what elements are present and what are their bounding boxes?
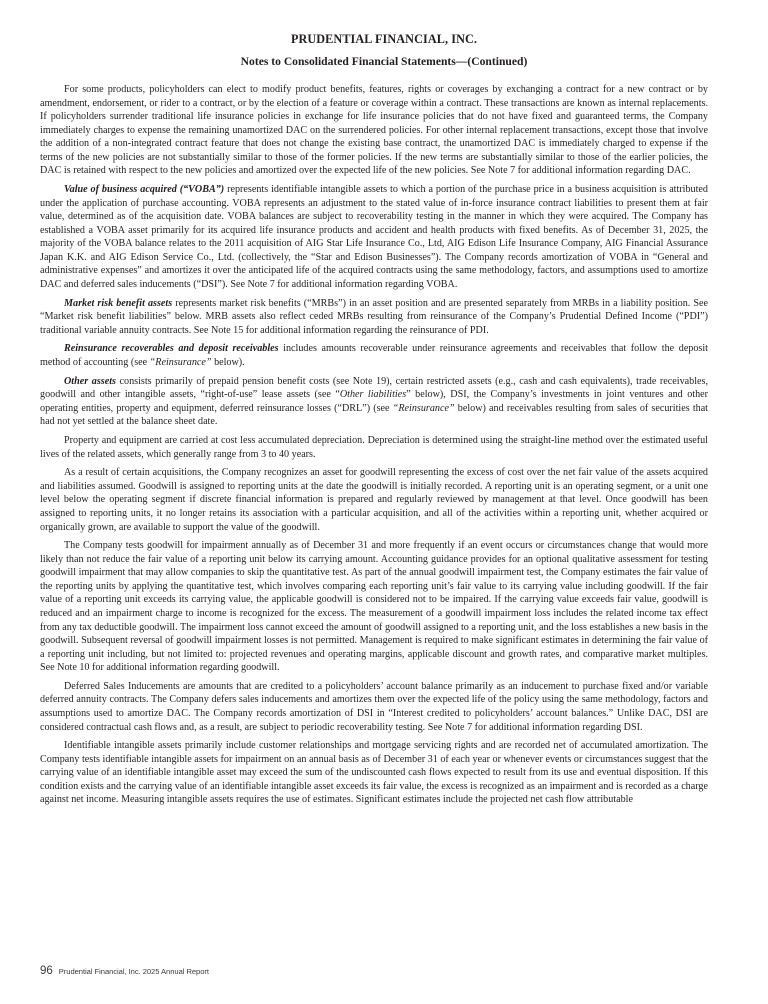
- mrb-assets-heading: Market risk benefit assets: [64, 297, 173, 309]
- paragraph-intangible-assets: [40, 739, 708, 807]
- notes-body: [40, 83, 708, 812]
- other-assets-heading: Other assets: [64, 375, 116, 387]
- page-number: 96: [40, 965, 53, 977]
- paragraph-text: Identifiable intangible assets primarily include customer relationships and mortgage servicing rights and are recorded net of accumulated amortization. The Company tests identifiable intangible assets for impairment on an annual basis as of December 31 of each year or whenever events or circumstances suggest that the carrying value of an identifiable intangible asset may exceed the sum of the undiscounted cash flows expected to result from its use and eventual disposition. If this condition exists and the carrying value of an identifiable intangible asset exceeds its fair value, the excess is recognized as an impairment and is recorded as a charge against net income. Measuring intangible assets requires the use of estimates. Significant estimates include the projected net cash flow attributable: [40, 740, 708, 806]
- paragraph-text: represents identifiable intangible assets to which a portion of the purchase price in a business acquisition is attributed under the application of purchase accounting. VOBA represents an adjustment to the stated value of in-force insurance contract liabilities to present them at fair value, determined as of the acquisition date. VOBA balances are subject to recoverability testing in the manner in which they were acquired. The Company has established a VOBA asset primarily for its acquired life insurance products and accident and health products with fixed benefits. As of December 31, 2025, the majority of the VOBA balance relates to the 2011 acquisition of AIG Star Life Insurance Co., Ltd, AIG Edison Life Insurance Company, AIG Financial Assurance Japan K.K. and AIG Edison Service Co., Ltd. (collectively, the “Star and Edison Businesses”). The Company records amortization of VOBA in “General and administrative expenses” and amortizes it over the anticipated life of the acquired contracts using the same methodology, factors, and assumptions used to amortize DAC and deferred sales inducements (“DSI”). See Note 7 for additional information regarding VOBA.: [40, 184, 708, 290]
- reinsurance-recoverables-heading: Reinsurance recoverables and deposit receivables: [64, 343, 279, 355]
- paragraph-text: As a result of certain acquisitions, the Company recognizes an asset for goodwill representing the excess of cost over the net fair value of the assets acquired and liabilities assumed. Goodwill is assigned to reporting units at the date the goodwill is initially recorded. A reporting unit is an operating segment, or a unit one level below the operating segment if discrete financial information is prepared and regularly reviewed by management at that level. Once goodwill has been assigned to reporting units, it no longer retains its association with a particular acquisition, and all of the activities within a reporting unit, whether acquired or organically grown, are available to support the value of the goodwill.: [40, 467, 708, 533]
- paragraph-text: represents market risk benefits (“MRBs”) in an asset position and are presented separately from MRBs in a liability position. See “Market risk benefit liabilities” below. MRB assets also reflect ceded MRBs resulting from reinsurance of the Company’s Prudential Defined Income (“PDI”) traditional variable annuity contracts. See Note 15 for additional information regarding the reinsurance of PDI.: [40, 297, 708, 336]
- paragraph-text: below) and receivables resulting from sales of securities that had not yet settled at the balance sheet date.: [40, 402, 708, 428]
- paragraph-text: consists primarily of prepaid pension benefit costs (see Note 19), certain restricted assets (e.g., cash and cash equivalents), trade receivables, goodwill and other intangible assets, “right-of-use” lease assets (see “: [40, 375, 708, 401]
- paragraph-voba: [40, 183, 708, 291]
- paragraph-text: below).: [211, 356, 245, 368]
- other-liabilities-reference: Other liabilities: [339, 389, 407, 401]
- paragraph-property-equipment: [40, 434, 708, 461]
- paragraph-goodwill: [40, 466, 708, 534]
- page-footer: [40, 961, 209, 979]
- paragraph-goodwill-impairment: [40, 539, 708, 674]
- paragraph-text: includes amounts recoverable under reinsurance agreements and receivables that follow the deposit method of accounting (see: [40, 343, 708, 368]
- paragraph-text: The Company tests goodwill for impairment annually as of December 31 and more frequently if an event occurs or circumstances change that would more likely than not reduce the fair value of a reporting unit below its carrying amount. Accounting guidance provides for an optional qualitative assessment for testing goodwill impairment that may allow companies to skip the quantitative test. As part of the annual goodwill impairment test, the Company estimates the fair value of the reporting units by applying the quantitative test, which involves comparing each reporting unit’s fair value to its carrying value including goodwill. If the fair value of a reporting unit exceeds its carrying value, the applicable goodwill is considered not to be impaired. If the carrying value exceeds fair value, goodwill is reduced and an impairment charge to income is recognized for the excess. The measurement of a goodwill impairment loss includes the related income tax effect from any tax deductible goodwill. The impairment loss cannot exceed the amount of goodwill assigned to a reporting unit, and the loss establishes a new basis in the goodwill. Subsequent reversal of goodwill impairment losses is not permitted. Management is required to make significant estimates in determining the fair value of a reporting unit including, but not limited to: projected revenues and operating margins, applicable discount and growth rates, and comparative market multiples. See Note 10 for additional information regarding goodwill.: [40, 540, 708, 674]
- paragraph-internal-replacements: [40, 83, 708, 178]
- reinsurance-reference: “Reinsurance”: [149, 356, 212, 368]
- paragraph-text: For some products, policyholders can elect to modify product benefits, features, rights or coverages by exchanging a contract for a new contract or by amendment, endorsement, or rider to a contract, or by the election of a feature or coverage within a contract. These transactions are known as internal replacements. If policyholders surrender traditional life insurance policies in exchange for life insurance policies that do not have fixed and guaranteed terms, the Company immediately charges to expense the remaining unamortized DAC on the surrendered policies. For other internal replacement transactions, except those that involve the addition of a non-integrated contract feature that does not change the existing base contract, the unamortized DAC is immediately charged to expense if the terms of the new policies are not substantially similar to those of the former policies. If the new terms are substantially similar to those of the earlier policies, the DAC is retained with respect to the new policies and amortized over the expected life of the new policies. See Note 7 for additional information regarding DAC.: [40, 84, 708, 177]
- paragraph-text: Deferred Sales Inducements are amounts that are credited to a policyholders’ account balance primarily as an inducement to purchase fixed and/or variable deferred annuity contracts. The Company defers sales inducements and amortizes them over the expected life of the policy using the same methodology, factors and assumptions used to amortize DAC. The Company records amortization of DSI in “Interest credited to policyholders’ account balances.” Unlike DAC, DSI are considered contractual cash flows and, as a result, are subject to periodic recoverability testing. See Note 7 for additional information regarding DSI.: [40, 680, 708, 733]
- paragraph-text: Property and equipment are carried at cost less accumulated depreciation. Depreciation is determined using the straight-line method over the estimated useful lives of the related assets, which generally range from 3 to 40 years.: [40, 435, 708, 460]
- paragraph-text: ” below), DSI, the Company’s investments in joint ventures and other operating entities, property and equipment, deferred reinsurance losses (“DRL”) (see: [40, 389, 708, 414]
- section-title: Notes to Consolidated Financial Statements—(Continued): [240, 55, 528, 68]
- paragraph-mrb-assets: [40, 297, 708, 338]
- report-name: Prudential Financial, Inc. 2025 Annual Report: [58, 967, 209, 976]
- voba-heading: Value of business acquired (“VOBA”): [64, 184, 225, 196]
- paragraph-reinsurance-recoverables: [40, 342, 708, 369]
- paragraph-dsi: [40, 680, 708, 734]
- reinsurance-reference: “Reinsurance”: [392, 402, 455, 414]
- page-header: [0, 31, 768, 70]
- paragraph-other-assets: [40, 375, 708, 429]
- company-title: PRUDENTIAL FINANCIAL, INC.: [290, 32, 478, 46]
